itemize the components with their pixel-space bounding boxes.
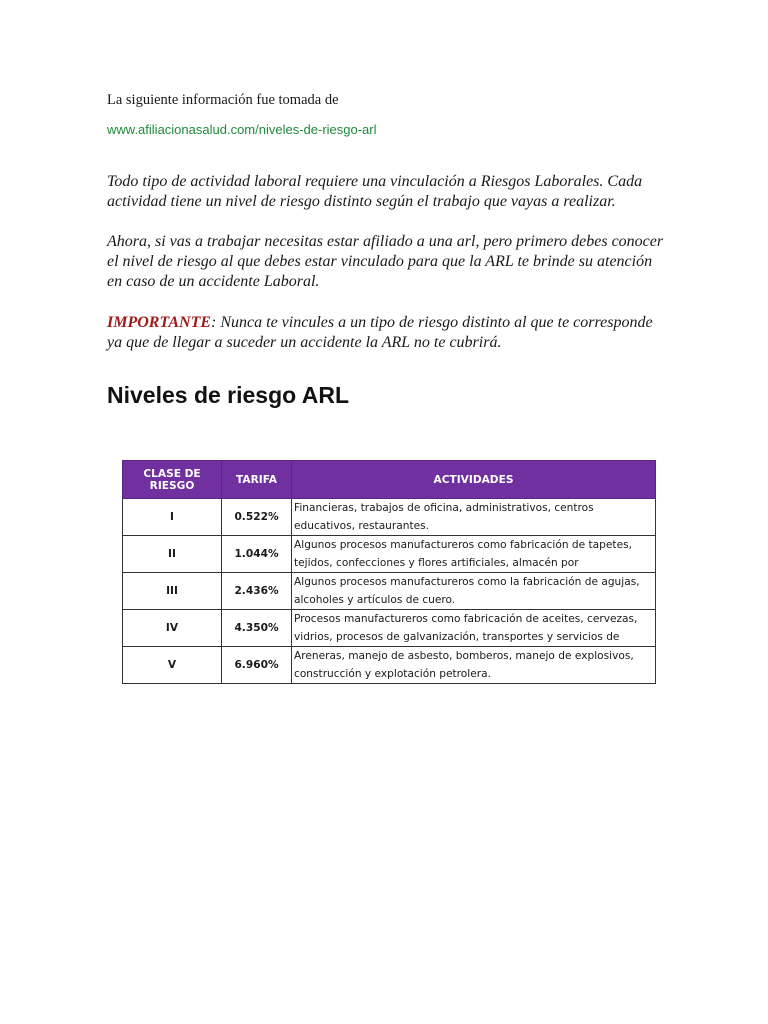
risk-levels-table (122, 460, 656, 684)
activities-text: Algunos procesos manufactureros como fabricación de tapetes, tejidos, confecciones y flores artificiales, almacén por (294, 539, 632, 569)
risk-class-cell: I (123, 499, 222, 536)
intro-text: La siguiente información fue tomada de (107, 92, 339, 108)
table-row (123, 499, 656, 536)
important-text: : Nunca te vincules a un tipo de riesgo distinto al que te corresponde ya que de llegar a suceder un accidente la ARL no te cubrirá. (107, 314, 653, 352)
table-header-row (123, 461, 656, 499)
activities-text: Areneras, manejo de asbesto, bomberos, manejo de explosivos, construcción y explotación petrolera. (294, 650, 634, 680)
paragraph-affiliation: Ahora, si vas a trabajar necesitas estar afiliado a una arl, pero primero debes conocer el nivel de riesgo al que debes estar vinculado para que la ARL te brinde su atención en caso de un accidente Laboral. (107, 233, 664, 291)
activities-text: Procesos manufactureros como fabricación de aceites, cervezas, vidrios, procesos de galvanización, transportes y servicios de (294, 613, 638, 643)
source-link[interactable]: www.afiliacionasalud.com/niveles-de-riesgo-arl (107, 122, 377, 137)
risk-class-cell: II (123, 536, 222, 573)
header-rate: TARIFA (222, 461, 292, 499)
table-row (123, 647, 656, 684)
rate-cell: 4.350% (222, 610, 292, 647)
activities-text: Financieras, trabajos de oficina, administrativos, centros educativos, restaurantes. (294, 502, 594, 532)
risk-class-cell: V (123, 647, 222, 684)
activities-cell (292, 536, 656, 573)
important-note (107, 313, 667, 353)
rate-cell: 1.044% (222, 536, 292, 573)
table-row (123, 573, 656, 610)
rate-cell: 0.522% (222, 499, 292, 536)
activities-cell (292, 610, 656, 647)
important-label: IMPORTANTE (107, 314, 212, 331)
rate-cell: 2.436% (222, 573, 292, 610)
table-row (123, 536, 656, 573)
rate-cell: 6.960% (222, 647, 292, 684)
activities-cell (292, 499, 656, 536)
header-activities: ACTIVIDADES (292, 461, 656, 499)
paragraph-intro: Todo tipo de actividad laboral requiere una vinculación a Riesgos Laborales. Cada actividad tiene un nivel de riesgo distinto según el trabajo que vayas a realizar. (107, 173, 643, 211)
risk-class-cell: IV (123, 610, 222, 647)
risk-class-cell: III (123, 573, 222, 610)
table-row (123, 610, 656, 647)
section-heading: Niveles de riesgo ARL (107, 382, 350, 408)
activities-text: Algunos procesos manufactureros como la fabricación de agujas, alcoholes y artículos de cuero. (294, 576, 640, 606)
header-risk-class: CLASE DE RIESGO (123, 461, 222, 499)
activities-cell (292, 573, 656, 610)
activities-cell (292, 647, 656, 684)
